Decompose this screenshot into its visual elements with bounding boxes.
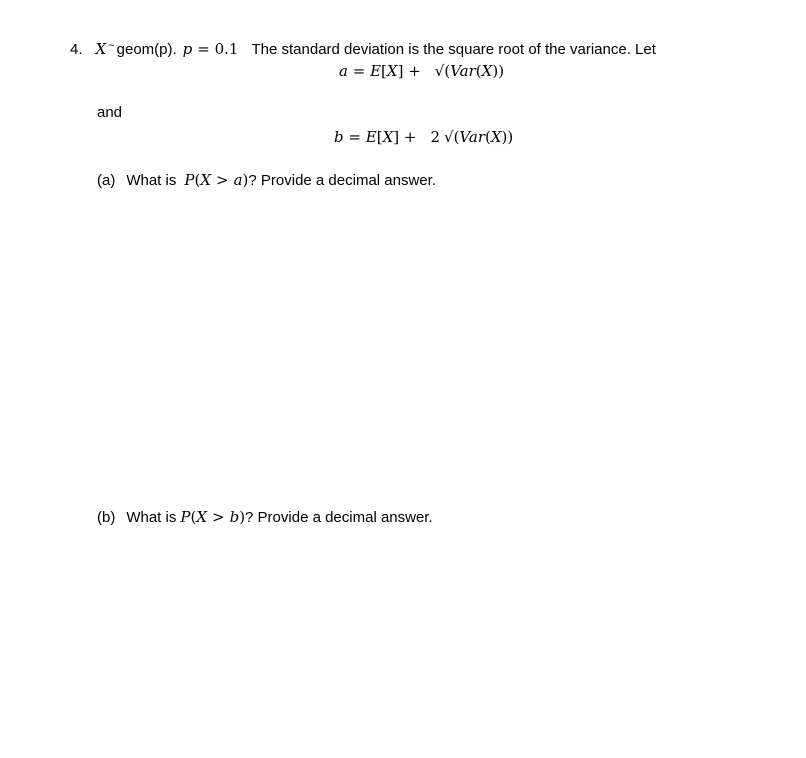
part-b-label: (b) — [97, 509, 116, 526]
part-a-X: X — [200, 171, 211, 189]
eq-b-X: X — [382, 128, 394, 146]
eq-a-E: E — [370, 62, 382, 80]
param-p: p — [182, 40, 193, 58]
eq-b-E: E — [365, 128, 377, 146]
part-a-open: ( — [194, 171, 201, 189]
part-a-text-before: What is — [126, 172, 177, 189]
problem-header — [70, 36, 656, 60]
part-a-close: ) — [242, 171, 249, 189]
eq-a-bracket-open: [ — [381, 62, 387, 80]
eq-a-arg: X — [481, 62, 493, 80]
problem-number: 4. — [70, 41, 83, 58]
part-b-open: ( — [190, 508, 197, 526]
eq-a-arg-open: ( — [475, 62, 482, 80]
part-b-var: b — [229, 508, 240, 526]
part-b-question — [97, 507, 433, 528]
eq-a-bracket-close-plus: ] + — [397, 62, 421, 80]
eq-a-X: X — [386, 62, 398, 80]
part-b-close: ) — [239, 508, 246, 526]
eq-b-arg-open: ( — [485, 128, 491, 146]
part-a-P: P — [184, 171, 195, 189]
part-a-text-after: ? Provide a decimal answer. — [248, 172, 436, 189]
eq-a-equals: = — [352, 62, 366, 80]
eq-b-equals: = — [348, 128, 361, 146]
eq-b-bracket-open: [ — [376, 128, 383, 146]
distribution-name: geom(p). — [116, 41, 177, 58]
intro-text: The standard deviation is the square root of the variance. Let — [251, 41, 656, 58]
eq-b-paren-close: ) — [507, 128, 514, 146]
part-a-question — [97, 170, 436, 191]
and-text: and — [97, 104, 123, 121]
part-b-P: P — [180, 508, 191, 526]
param-value: = 0.1 — [197, 40, 239, 58]
part-a-label: (a) — [97, 172, 116, 189]
eq-b-var: b — [334, 128, 344, 146]
eq-a-paren-open: ( — [444, 62, 451, 80]
eq-b-arg: X — [490, 128, 502, 146]
eq-a-var: a — [339, 62, 348, 80]
sqrt-symbol-a: √ — [434, 62, 445, 80]
random-variable: X — [95, 40, 107, 58]
part-a-gt: > — [216, 171, 229, 189]
eq-b-coef: 2 — [430, 128, 440, 146]
sqrt-symbol-b: √ — [444, 128, 454, 146]
eq-b-arg-close: ) — [501, 128, 508, 146]
eq-b-var-name: Var — [459, 128, 485, 146]
part-b-gt: > — [212, 508, 225, 526]
eq-b-bracket-close-plus: ] + — [393, 128, 417, 146]
part-a-var: a — [233, 171, 243, 189]
tilde-symbol: ~ — [108, 40, 115, 52]
eq-a-arg-close: ) — [492, 62, 499, 80]
eq-a-paren-close: ) — [498, 62, 505, 80]
part-b-X: X — [196, 508, 207, 526]
eq-b-paren-open: ( — [453, 128, 460, 146]
equation-b — [334, 127, 513, 147]
part-b-text-after: ? Provide a decimal answer. — [245, 509, 433, 526]
equation-a — [339, 61, 504, 81]
part-b-text-before: What is — [126, 509, 177, 526]
eq-a-var-name: Var — [450, 62, 476, 80]
